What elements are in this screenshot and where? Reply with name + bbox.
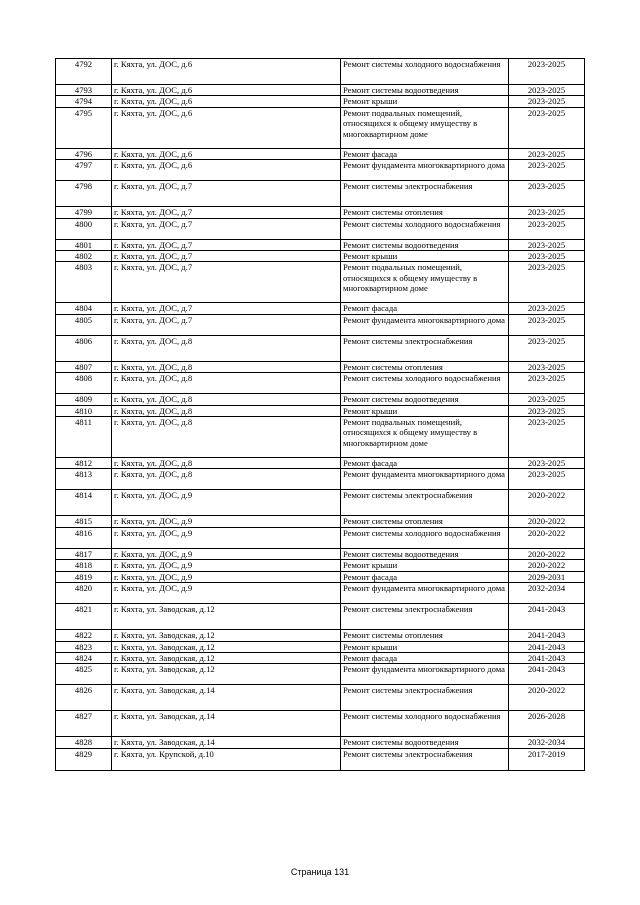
table-row	[56, 583, 585, 604]
row-number: 4816	[56, 527, 112, 548]
row-number: 4808	[56, 373, 112, 394]
table-row	[56, 490, 585, 516]
row-number: 4802	[56, 251, 112, 262]
row-number: 4815	[56, 516, 112, 527]
row-period: 2041-2043	[509, 630, 585, 641]
row-work-type: Ремонт крыши	[341, 641, 509, 652]
table-row	[56, 527, 585, 548]
row-work-type: Ремонт подвальных помещений, относящихся к общему имуществу в многоквартирном доме	[341, 262, 509, 303]
row-period: 2023-2025	[509, 314, 585, 335]
table-row	[56, 335, 585, 361]
row-work-type: Ремонт фундамента многоквартирного дома	[341, 160, 509, 181]
row-work-type: Ремонт системы электроснабжения	[341, 490, 509, 516]
row-number: 4824	[56, 652, 112, 663]
row-period: 2023-2025	[509, 373, 585, 394]
row-period: 2023-2025	[509, 335, 585, 361]
row-address: г. Кяхта, ул. ДОС, д.9	[112, 490, 341, 516]
row-address: г. Кяхта, ул. ДОС, д.7	[112, 207, 341, 218]
row-address: г. Кяхта, ул. ДОС, д.7	[112, 251, 341, 262]
row-number: 4806	[56, 335, 112, 361]
row-number: 4827	[56, 711, 112, 737]
table-row	[56, 560, 585, 571]
row-work-type: Ремонт фундамента многоквартирного дома	[341, 314, 509, 335]
row-work-type: Ремонт фасада	[341, 303, 509, 314]
row-period: 2023-2025	[509, 303, 585, 314]
row-period: 2041-2043	[509, 652, 585, 663]
table-row	[56, 405, 585, 416]
row-address: г. Кяхта, ул. Заводская, д.12	[112, 604, 341, 630]
row-period: 2023-2025	[509, 469, 585, 490]
row-address: г. Кяхта, ул. ДОС, д.8	[112, 335, 341, 361]
row-number: 4797	[56, 160, 112, 181]
table-row	[56, 604, 585, 630]
row-number: 4810	[56, 405, 112, 416]
row-period: 2023-2025	[509, 148, 585, 159]
table-body	[56, 59, 585, 771]
table-row	[56, 548, 585, 559]
row-number: 4793	[56, 85, 112, 96]
row-work-type: Ремонт крыши	[341, 96, 509, 107]
row-address: г. Кяхта, ул. ДОС, д.8	[112, 417, 341, 458]
row-address: г. Кяхта, ул. Заводская, д.12	[112, 641, 341, 652]
row-address: г. Кяхта, ул. Заводская, д.14	[112, 685, 341, 711]
table-row	[56, 85, 585, 96]
row-work-type: Ремонт фасада	[341, 148, 509, 159]
row-work-type: Ремонт крыши	[341, 405, 509, 416]
row-number: 4825	[56, 664, 112, 685]
row-work-type: Ремонт системы водоотведения	[341, 85, 509, 96]
row-number: 4829	[56, 748, 112, 770]
row-period: 2023-2025	[509, 458, 585, 469]
table-row	[56, 148, 585, 159]
row-number: 4820	[56, 583, 112, 604]
row-address: г. Кяхта, ул. ДОС, д.6	[112, 96, 341, 107]
row-period: 2020-2022	[509, 516, 585, 527]
row-work-type: Ремонт системы отопления	[341, 516, 509, 527]
row-address: г. Кяхта, ул. ДОС, д.8	[112, 405, 341, 416]
row-address: г. Кяхта, ул. ДОС, д.9	[112, 571, 341, 582]
row-period: 2023-2025	[509, 160, 585, 181]
row-number: 4818	[56, 560, 112, 571]
row-period: 2023-2025	[509, 181, 585, 207]
row-period: 2023-2025	[509, 251, 585, 262]
row-address: г. Кяхта, ул. ДОС, д.9	[112, 583, 341, 604]
row-address: г. Кяхта, ул. ДОС, д.9	[112, 548, 341, 559]
row-period: 2041-2043	[509, 604, 585, 630]
row-period: 2020-2022	[509, 685, 585, 711]
row-period: 2023-2025	[509, 85, 585, 96]
row-number: 4828	[56, 737, 112, 748]
table-row	[56, 59, 585, 85]
row-work-type: Ремонт фундамента многоквартирного дома	[341, 469, 509, 490]
table-row	[56, 373, 585, 394]
row-address: г. Кяхта, ул. ДОС, д.8	[112, 373, 341, 394]
row-address: г. Кяхта, ул. ДОС, д.6	[112, 85, 341, 96]
row-period: 2041-2043	[509, 641, 585, 652]
row-number: 4819	[56, 571, 112, 582]
row-number: 4800	[56, 218, 112, 239]
row-work-type: Ремонт системы холодного водоснабжения	[341, 373, 509, 394]
row-number: 4809	[56, 394, 112, 405]
table-row	[56, 748, 585, 770]
row-address: г. Кяхта, ул. ДОС, д.8	[112, 361, 341, 372]
table-row	[56, 96, 585, 107]
row-period: 2023-2025	[509, 107, 585, 148]
table-row	[56, 394, 585, 405]
row-address: г. Кяхта, ул. ДОС, д.7	[112, 181, 341, 207]
row-period: 2020-2022	[509, 560, 585, 571]
table-row	[56, 641, 585, 652]
row-work-type: Ремонт системы отопления	[341, 207, 509, 218]
table-row	[56, 314, 585, 335]
row-work-type: Ремонт системы отопления	[341, 630, 509, 641]
table-row	[56, 458, 585, 469]
row-number: 4813	[56, 469, 112, 490]
row-address: г. Кяхта, ул. Заводская, д.12	[112, 652, 341, 663]
table-row	[56, 652, 585, 663]
row-address: г. Кяхта, ул. ДОС, д.8	[112, 469, 341, 490]
table-row	[56, 239, 585, 250]
row-number: 4826	[56, 685, 112, 711]
row-period: 2023-2025	[509, 405, 585, 416]
row-work-type: Ремонт крыши	[341, 560, 509, 571]
row-address: г. Кяхта, ул. ДОС, д.7	[112, 239, 341, 250]
table-row	[56, 303, 585, 314]
table-row	[56, 218, 585, 239]
row-number: 4812	[56, 458, 112, 469]
row-period: 2023-2025	[509, 262, 585, 303]
row-address: г. Кяхта, ул. ДОС, д.6	[112, 107, 341, 148]
table-row	[56, 516, 585, 527]
row-work-type: Ремонт системы электроснабжения	[341, 181, 509, 207]
row-number: 4822	[56, 630, 112, 641]
row-address: г. Кяхта, ул. ДОС, д.9	[112, 516, 341, 527]
row-period: 2023-2025	[509, 239, 585, 250]
row-work-type: Ремонт системы электроснабжения	[341, 604, 509, 630]
row-period: 2032-2034	[509, 737, 585, 748]
table-row	[56, 571, 585, 582]
row-address: г. Кяхта, ул. Заводская, д.14	[112, 711, 341, 737]
row-work-type: Ремонт подвальных помещений, относящихся к общему имуществу в многоквартирном доме	[341, 107, 509, 148]
row-period: 2023-2025	[509, 394, 585, 405]
row-work-type: Ремонт системы холодного водоснабжения	[341, 218, 509, 239]
table-row	[56, 711, 585, 737]
row-work-type: Ремонт системы электроснабжения	[341, 685, 509, 711]
row-work-type: Ремонт системы водоотведения	[341, 239, 509, 250]
row-number: 4794	[56, 96, 112, 107]
row-number: 4801	[56, 239, 112, 250]
row-period: 2029-2031	[509, 571, 585, 582]
table-row	[56, 630, 585, 641]
table-row	[56, 737, 585, 748]
row-address: г. Кяхта, ул. ДОС, д.9	[112, 560, 341, 571]
row-period: 2023-2025	[509, 417, 585, 458]
row-number: 4821	[56, 604, 112, 630]
table-row	[56, 262, 585, 303]
row-period: 2023-2025	[509, 96, 585, 107]
row-work-type: Ремонт системы электроснабжения	[341, 748, 509, 770]
row-address: г. Кяхта, ул. ДОС, д.7	[112, 218, 341, 239]
table-row	[56, 107, 585, 148]
row-period: 2020-2022	[509, 548, 585, 559]
row-address: г. Кяхта, ул. ДОС, д.8	[112, 394, 341, 405]
row-number: 4798	[56, 181, 112, 207]
row-period: 2041-2043	[509, 664, 585, 685]
row-number: 4799	[56, 207, 112, 218]
row-work-type: Ремонт системы холодного водоснабжения	[341, 527, 509, 548]
row-number: 4811	[56, 417, 112, 458]
row-period: 2023-2025	[509, 207, 585, 218]
row-number: 4804	[56, 303, 112, 314]
row-number: 4807	[56, 361, 112, 372]
table-row	[56, 685, 585, 711]
table-row	[56, 417, 585, 458]
row-work-type: Ремонт фасада	[341, 652, 509, 663]
row-period: 2020-2022	[509, 527, 585, 548]
row-number: 4792	[56, 59, 112, 85]
row-work-type: Ремонт фундамента многоквартирного дома	[341, 664, 509, 685]
row-address: г. Кяхта, ул. ДОС, д.7	[112, 303, 341, 314]
table-row	[56, 160, 585, 181]
page-number: Страница 131	[290, 867, 350, 877]
row-work-type: Ремонт фасада	[341, 458, 509, 469]
repair-schedule-table	[55, 58, 585, 771]
row-number: 4823	[56, 641, 112, 652]
row-work-type: Ремонт системы электроснабжения	[341, 335, 509, 361]
row-address: г. Кяхта, ул. ДОС, д.6	[112, 148, 341, 159]
row-number: 4795	[56, 107, 112, 148]
row-work-type: Ремонт системы водоотведения	[341, 394, 509, 405]
row-address: г. Кяхта, ул. ДОС, д.9	[112, 527, 341, 548]
row-period: 2026-2028	[509, 711, 585, 737]
row-period: 2023-2025	[509, 218, 585, 239]
row-number: 4803	[56, 262, 112, 303]
row-address: г. Кяхта, ул. Заводская, д.12	[112, 664, 341, 685]
table-row	[56, 469, 585, 490]
row-number: 4814	[56, 490, 112, 516]
row-work-type: Ремонт подвальных помещений, относящихся к общему имуществу в многоквартирном доме	[341, 417, 509, 458]
table-row	[56, 361, 585, 372]
row-work-type: Ремонт системы холодного водоснабжения	[341, 59, 509, 85]
table-row	[56, 664, 585, 685]
row-address: г. Кяхта, ул. ДОС, д.7	[112, 262, 341, 303]
table-row	[56, 207, 585, 218]
row-work-type: Ремонт крыши	[341, 251, 509, 262]
row-period: 2032-2034	[509, 583, 585, 604]
row-work-type: Ремонт системы отопления	[341, 361, 509, 372]
row-number: 4817	[56, 548, 112, 559]
row-period: 2017-2019	[509, 748, 585, 770]
row-work-type: Ремонт системы водоотведения	[341, 548, 509, 559]
row-work-type: Ремонт фасада	[341, 571, 509, 582]
table-row	[56, 181, 585, 207]
row-address: г. Кяхта, ул. Заводская, д.12	[112, 630, 341, 641]
row-number: 4805	[56, 314, 112, 335]
row-period: 2023-2025	[509, 59, 585, 85]
row-address: г. Кяхта, ул. Крупской, д.10	[112, 748, 341, 770]
row-work-type: Ремонт фундамента многоквартирного дома	[341, 583, 509, 604]
row-number: 4796	[56, 148, 112, 159]
row-work-type: Ремонт системы холодного водоснабжения	[341, 711, 509, 737]
row-work-type: Ремонт системы водоотведения	[341, 737, 509, 748]
row-address: г. Кяхта, ул. ДОС, д.7	[112, 314, 341, 335]
row-period: 2020-2022	[509, 490, 585, 516]
table-row	[56, 251, 585, 262]
row-address: г. Кяхта, ул. ДОС, д.6	[112, 160, 341, 181]
row-address: г. Кяхта, ул. Заводская, д.14	[112, 737, 341, 748]
row-period: 2023-2025	[509, 361, 585, 372]
row-address: г. Кяхта, ул. ДОС, д.6	[112, 59, 341, 85]
row-address: г. Кяхта, ул. ДОС, д.8	[112, 458, 341, 469]
